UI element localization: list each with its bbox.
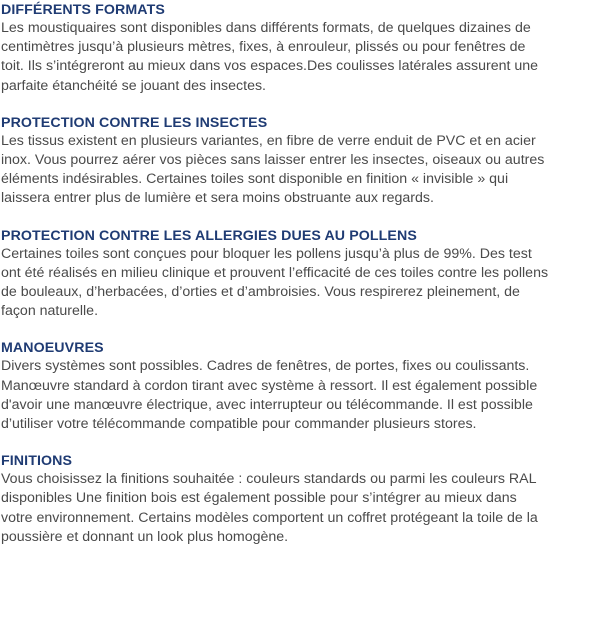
- section-text: Les tissus existent en plusieurs variantes, en fibre de verre enduit de PVC et en acier inox. Vous pourrez aérer vos pièces sans laisser entrer les insectes, oiseaux ou autres éléments indésirables. Certaines toiles sont disponible en finition « invisible » qui laissera entrer plus de lumière et sera moins obstruante aux regards.: [1, 132, 545, 207]
- section-text: Divers systèmes sont possibles. Cadres de fenêtres, de portes, fixes ou coulissants. Manœuvre standard à cordon tirant avec système à ressort. Il est également possible d'avoir une manœuvre électrique, avec interrupteur ou télécommande. Il est possible d’utiliser votre télécommande compatible pour commander plusieurs stores.: [1, 358, 538, 433]
- section-manoeuvres: [1, 340, 599, 434]
- section-formats: [1, 2, 599, 96]
- section-title: PROTECTION CONTRE LES INSECTES: [1, 114, 268, 131]
- section-insects: [1, 115, 599, 209]
- section-text: Certaines toiles sont conçues pour bloquer les pollens jusqu’à plus de 99%. Des test ont été réalisés en milieu clinique et prouvent l’efficacité de ces toiles contre les pollens de bouleaux, d’herbacées, d’orties et d’ambroisies. Vous respirerez pleinement, de façon naturelle.: [1, 245, 549, 320]
- section-text: Les moustiquaires sont disponibles dans différents formats, de quelques dizaines de centimètres jusqu’à plusieurs mètres, fixes, à enrouleur, plissés ou pour fenêtres de toit. Ils s’intégreront au mieux dans vos espaces.Des coulisses latérales assurent une parfaite étanchéité se jouant des insectes.: [1, 20, 539, 94]
- section-allergies: [1, 228, 599, 322]
- section-text: Vous choisissez la finitions souhaitée : couleurs standards ou parmi les couleurs RAL disponibles Une finition bois est également possible pour s’intégrer au mieux dans votre environnement. Certains modèles comportent un coffret protégeant la toile de la poussière et donnant un look plus homogène.: [1, 471, 538, 545]
- section-title: MANOEUVRES: [1, 340, 104, 357]
- section-finitions: [1, 453, 599, 547]
- section-title: FINITIONS: [1, 453, 73, 470]
- section-title: PROTECTION CONTRE LES ALLERGIES DUES AU POLLENS: [1, 227, 417, 244]
- section-title: DIFFÉRENTS FORMATS: [1, 2, 165, 18]
